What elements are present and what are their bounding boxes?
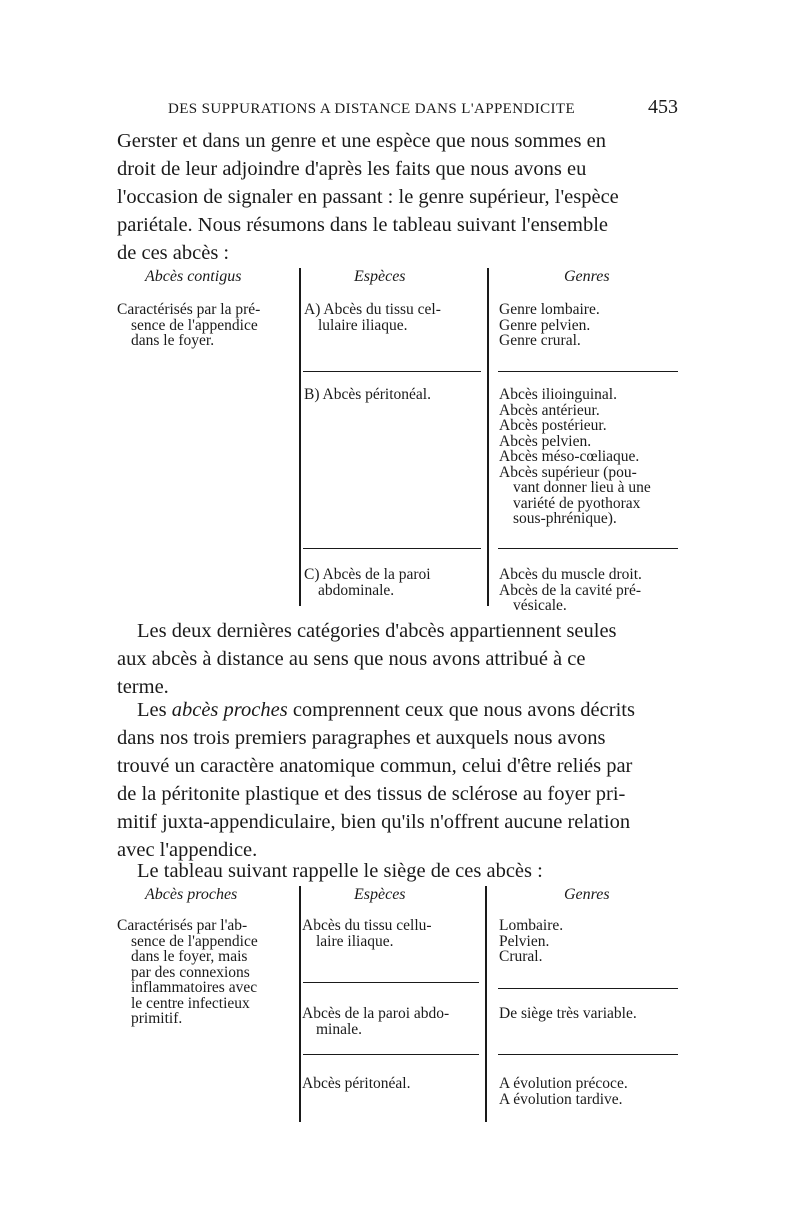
table-cell-line: Abcès pelvien. xyxy=(499,432,592,450)
table-header-especes: Espèces xyxy=(354,886,406,903)
row-divider xyxy=(303,1054,479,1055)
text-line: avec l'appendice. xyxy=(117,839,258,861)
table-cell-espece xyxy=(304,567,431,598)
column-divider xyxy=(299,268,301,606)
table-cell-line: vésicale. xyxy=(513,597,567,614)
table-cell-line: Crural. xyxy=(499,948,543,965)
text-run: comprennent ceux que nous avons décrits xyxy=(287,699,635,721)
table-cell-line: Abcès ilioinguinal. xyxy=(499,386,617,403)
row-divider xyxy=(498,988,678,989)
text-line: Les deux dernières catégories d'abcès appartiennent seules xyxy=(137,620,617,642)
table-cell-line: Abcès du tissu cellu- xyxy=(302,917,432,934)
table-cell-line: variété de pyothorax xyxy=(513,494,641,512)
row-divider xyxy=(303,548,481,549)
table-cell-genres xyxy=(499,387,651,527)
table-cell-line: B) Abcès péritonéal. xyxy=(304,386,431,403)
table-description xyxy=(117,302,260,349)
row-divider xyxy=(498,371,678,372)
text-run: Les xyxy=(137,699,172,721)
table-cell-genres xyxy=(499,918,563,965)
table-cell-espece xyxy=(302,1006,449,1037)
column-divider xyxy=(299,886,301,1122)
table-cell-genres xyxy=(499,567,642,614)
table-cell-line: laire iliaque. xyxy=(316,932,394,950)
table-cell-line: minale. xyxy=(316,1020,363,1038)
table-cell-line: Abcès méso-cœliaque. xyxy=(499,448,640,465)
table-cell-line: par des connexions xyxy=(131,963,250,981)
table-cell-line: A évolution précoce. xyxy=(499,1075,628,1092)
paragraph-3 xyxy=(117,696,685,864)
table-abces-contigus xyxy=(117,262,687,612)
table-cell-line: dans le foyer, mais xyxy=(131,948,248,965)
table-cell-line: Lombaire. xyxy=(499,917,564,934)
table-cell-line: Abcès du muscle droit. xyxy=(499,566,642,583)
table-cell-line: Abcès antérieur. xyxy=(499,401,600,419)
table-cell-line: Pelvien. xyxy=(499,932,550,950)
text-line: droit de leur adjoindre d'après les faits que nous avons eu xyxy=(117,158,587,180)
text-line: Le tableau suivant rappelle le siège de ces abcès : xyxy=(137,860,543,882)
table-cell-espece xyxy=(304,387,431,403)
column-divider xyxy=(485,886,487,1122)
paragraph-1 xyxy=(117,127,685,267)
table-header-especes: Espèces xyxy=(354,268,406,285)
page-number: 453 xyxy=(648,96,678,118)
row-divider xyxy=(498,548,678,549)
text-line xyxy=(117,696,685,724)
table-header-genres: Genres xyxy=(564,886,610,903)
table-cell-line: Abcès de la paroi abdo- xyxy=(302,1005,450,1022)
text-line: de la péritonite plastique et des tissus de sclérose au foyer pri- xyxy=(117,783,626,805)
paragraph-4 xyxy=(117,857,685,885)
text-line: pariétale. Nous résumons dans le tableau suivant l'ensemble xyxy=(117,214,608,236)
table-cell-line: A) Abcès du tissu cel- xyxy=(304,301,441,318)
table-cell-line: vant donner lieu à une xyxy=(513,479,651,496)
table-description xyxy=(117,918,258,1027)
table-cell-line: Genre pelvien. xyxy=(499,316,591,334)
column-divider xyxy=(487,268,489,606)
table-cell-line: sous-phrénique). xyxy=(513,510,617,527)
table-cell-line: sence de l'appendice xyxy=(131,932,258,950)
italic-term: abcès proches xyxy=(171,699,288,721)
table-cell-line: Caractérisés par la pré- xyxy=(117,301,261,318)
table-abces-proches xyxy=(117,882,687,1127)
table-cell-espece xyxy=(302,1076,410,1092)
text-line: dans nos trois premiers paragraphes et auxquels nous avons xyxy=(117,727,606,749)
table-cell-espece xyxy=(304,302,441,333)
table-cell-genres xyxy=(499,302,600,349)
table-cell-line: primitif. xyxy=(131,1010,183,1027)
table-cell-line: le centre infectieux xyxy=(131,994,250,1012)
text-line: trouvé un caractère anatomique commun, celui d'être reliés par xyxy=(117,755,633,777)
row-divider xyxy=(303,371,481,372)
table-cell-line: De siège très variable. xyxy=(499,1005,637,1022)
table-cell-line: inflammatoires avec xyxy=(131,979,258,996)
table-cell-line: A évolution tardive. xyxy=(499,1090,623,1108)
row-divider xyxy=(498,1054,678,1055)
table-header-genres: Genres xyxy=(564,268,610,285)
running-head: DES SUPPURATIONS A DISTANCE DANS L'APPENDICITE xyxy=(168,101,576,117)
table-cell-genres xyxy=(499,1076,628,1107)
text-line: terme. xyxy=(117,676,169,698)
table-cell-line: Abcès postérieur. xyxy=(499,417,607,434)
table-cell-line: Genre lombaire. xyxy=(499,301,600,318)
text-line: aux abcès à distance au sens que nous avons attribué à ce xyxy=(117,648,586,670)
row-divider xyxy=(303,982,479,983)
table-cell-line: sence de l'appendice xyxy=(131,316,258,334)
text-line: de ces abcès : xyxy=(117,242,230,264)
table-header-col1: Abcès contigus xyxy=(145,268,242,285)
table-cell-espece xyxy=(302,918,432,949)
table-cell-line: Abcès de la cavité pré- xyxy=(499,581,642,599)
text-line: Gerster et dans un genre et une espèce que nous sommes en xyxy=(117,130,606,152)
table-cell-line: abdominale. xyxy=(318,581,395,599)
table-cell-line: Caractérisés par l'ab- xyxy=(117,917,248,934)
paragraph-2 xyxy=(117,617,685,701)
table-cell-line: Abcès péritonéal. xyxy=(302,1075,411,1092)
table-cell-line: lulaire iliaque. xyxy=(318,316,408,334)
table-cell-line: Abcès supérieur (pou- xyxy=(499,463,637,481)
table-cell-line: C) Abcès de la paroi xyxy=(304,566,431,583)
table-cell-line: dans le foyer. xyxy=(131,332,215,349)
text-line: mitif juxta-appendiculaire, bien qu'ils n'offrent aucune relation xyxy=(117,811,631,833)
table-cell-genres xyxy=(499,1006,637,1022)
table-header-col1: Abcès proches xyxy=(145,886,238,903)
table-cell-line: Genre crural. xyxy=(499,332,581,349)
text-line: l'occasion de signaler en passant : le genre supérieur, l'espèce xyxy=(117,186,619,208)
